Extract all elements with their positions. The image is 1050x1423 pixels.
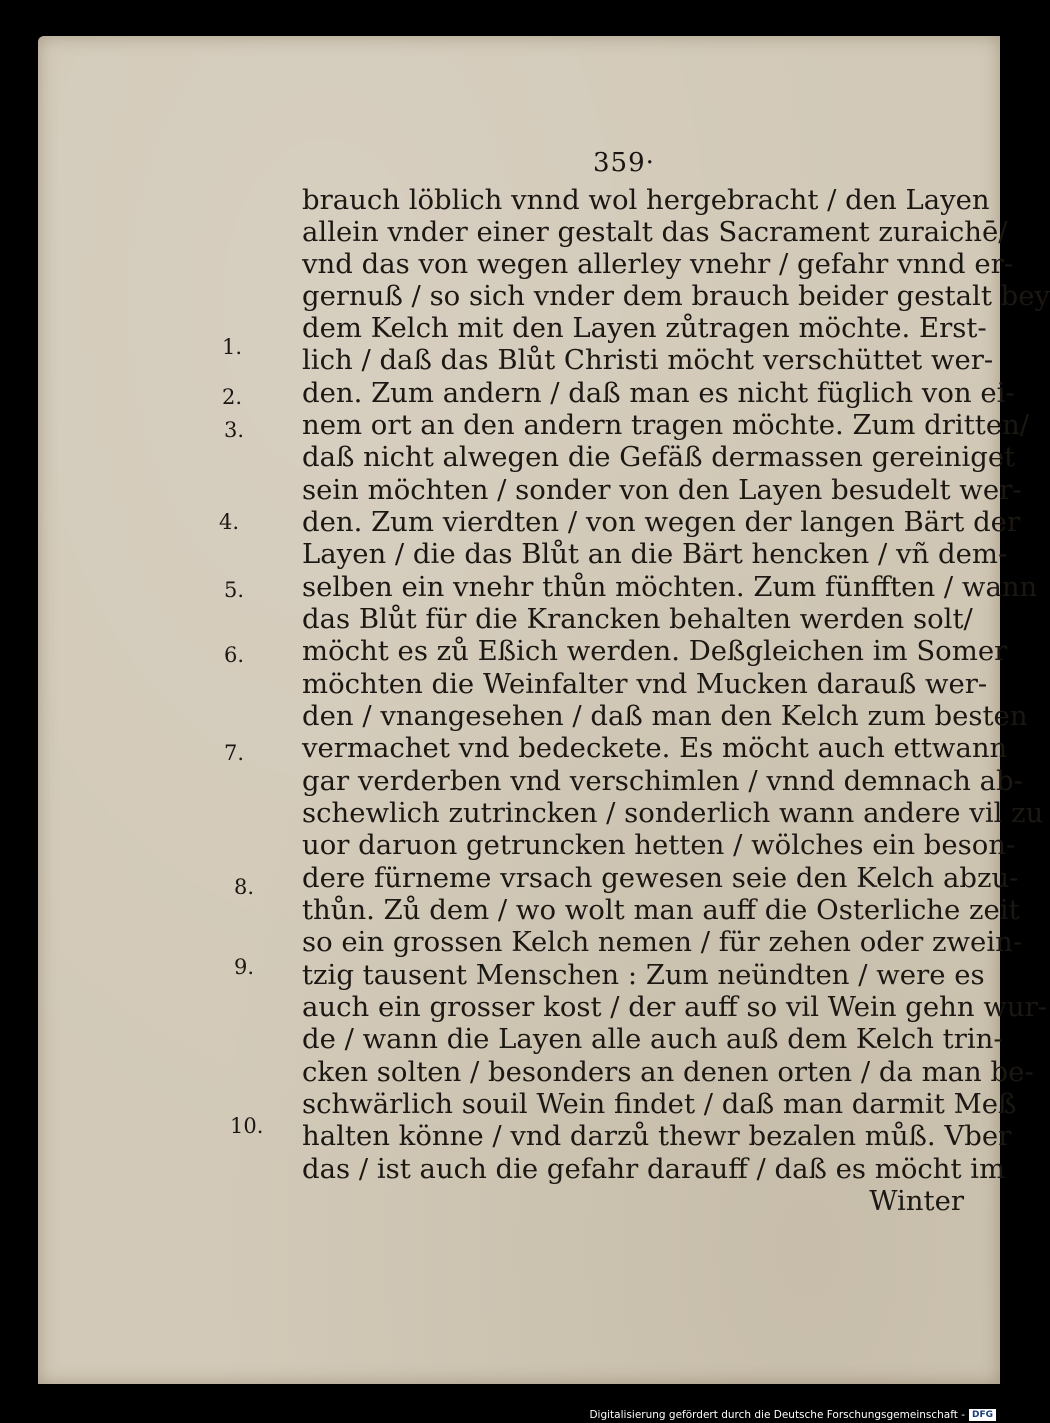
text-line: tzig tausent Menschen : Zum neündten / were es bbox=[302, 959, 985, 991]
page-number: 359· bbox=[593, 148, 655, 178]
text-line: möcht es zů Eßich werden. Deßgleichen im Somer bbox=[302, 635, 1008, 667]
digitization-footer bbox=[589, 1406, 996, 1423]
text-line: so ein grossen Kelch nemen / für zehen oder zwein- bbox=[302, 926, 1023, 958]
margin-number: 10. bbox=[230, 1114, 264, 1138]
text-line: cken solten / besonders an denen orten / da man be- bbox=[302, 1056, 1034, 1088]
margin-number: 7. bbox=[224, 741, 245, 765]
text-line: das Blůt für die Krancken behalten werden solt/ bbox=[302, 603, 973, 635]
text-line: auch ein grosser kost / der auff so vil Wein gehn wur- bbox=[302, 991, 1048, 1023]
text-line: nem ort an den andern tragen möchte. Zum dritten/ bbox=[302, 409, 1030, 441]
text-line: selben ein vnehr thůn möchten. Zum fünfften / wann bbox=[302, 571, 1038, 603]
text-line: schewlich zutrincken / sonderlich wann andere vil zu bbox=[302, 797, 1044, 829]
dfg-logo: DFG bbox=[969, 1409, 996, 1421]
text-line: dem Kelch mit den Layen zůtragen möchte. Erst- bbox=[302, 312, 987, 344]
text-line: sein möchten / sonder von den Layen besudelt wer- bbox=[302, 474, 1022, 506]
text-line: gernuß / so sich vnder dem brauch beider gestalt bey bbox=[302, 280, 1050, 312]
text-line: vnd das von wegen allerley vnehr / gefahr vnnd er- bbox=[302, 248, 1014, 280]
text-line: möchten die Weinfalter vnd Mucken darauß wer- bbox=[302, 668, 988, 700]
text-line: brauch löblich vnnd wol hergebracht / den Layen bbox=[302, 184, 990, 216]
text-line: Layen / die das Blůt an die Bärt hencken / vñ dem- bbox=[302, 538, 1008, 570]
margin-number: 1. bbox=[222, 335, 243, 359]
margin-number: 5. bbox=[224, 578, 245, 602]
text-line: uor daruon getruncken hetten / wölches ein beson- bbox=[302, 829, 1016, 861]
text-line: halten könne / vnd darzů thewr bezalen můß. Vber bbox=[302, 1120, 1012, 1152]
text-line: vermachet vnd bedeckete. Es möcht auch ettwann bbox=[302, 732, 1008, 764]
margin-number: 6. bbox=[224, 643, 245, 667]
text-line: lich / daß das Blůt Christi möcht verschüttet wer- bbox=[302, 344, 994, 376]
text-line: den. Zum andern / daß man es nicht füglich von ei- bbox=[302, 377, 1015, 409]
text-line: thůn. Zů dem / wo wolt man auff die Osterliche zeit bbox=[302, 894, 1020, 926]
text-line: daß nicht alwegen die Gefäß dermassen gereiniget bbox=[302, 441, 1016, 473]
margin-number: 3. bbox=[224, 418, 245, 442]
text-line: den. Zum vierdten / von wegen der langen Bärt der bbox=[302, 506, 1021, 538]
text-line: den / vnangesehen / daß man den Kelch zum besten bbox=[302, 700, 1028, 732]
margin-number: 2. bbox=[222, 385, 243, 409]
text-line: allein vnder einer gestalt das Sacrament zuraichē/ bbox=[302, 216, 1008, 248]
margin-number: 4. bbox=[219, 510, 240, 534]
text-line: de / wann die Layen alle auch auß dem Kelch trin- bbox=[302, 1023, 1003, 1055]
funding-notice: Digitalisierung gefördert durch die Deutsche Forschungsgemeinschaft - bbox=[589, 1408, 965, 1421]
text-line: schwärlich souil Wein findet / daß man darmit Meß bbox=[302, 1088, 1017, 1120]
margin-number: 9. bbox=[234, 955, 255, 979]
text-line: dere fürneme vrsach gewesen seie den Kelch abzu- bbox=[302, 862, 1019, 894]
catchword: Winter bbox=[869, 1185, 964, 1217]
margin-number: 8. bbox=[234, 875, 255, 899]
text-line: gar verderben vnd verschimlen / vnnd demnach ab- bbox=[302, 765, 1023, 797]
text-line: das / ist auch die gefahr darauff / daß es möcht im bbox=[302, 1153, 1006, 1185]
